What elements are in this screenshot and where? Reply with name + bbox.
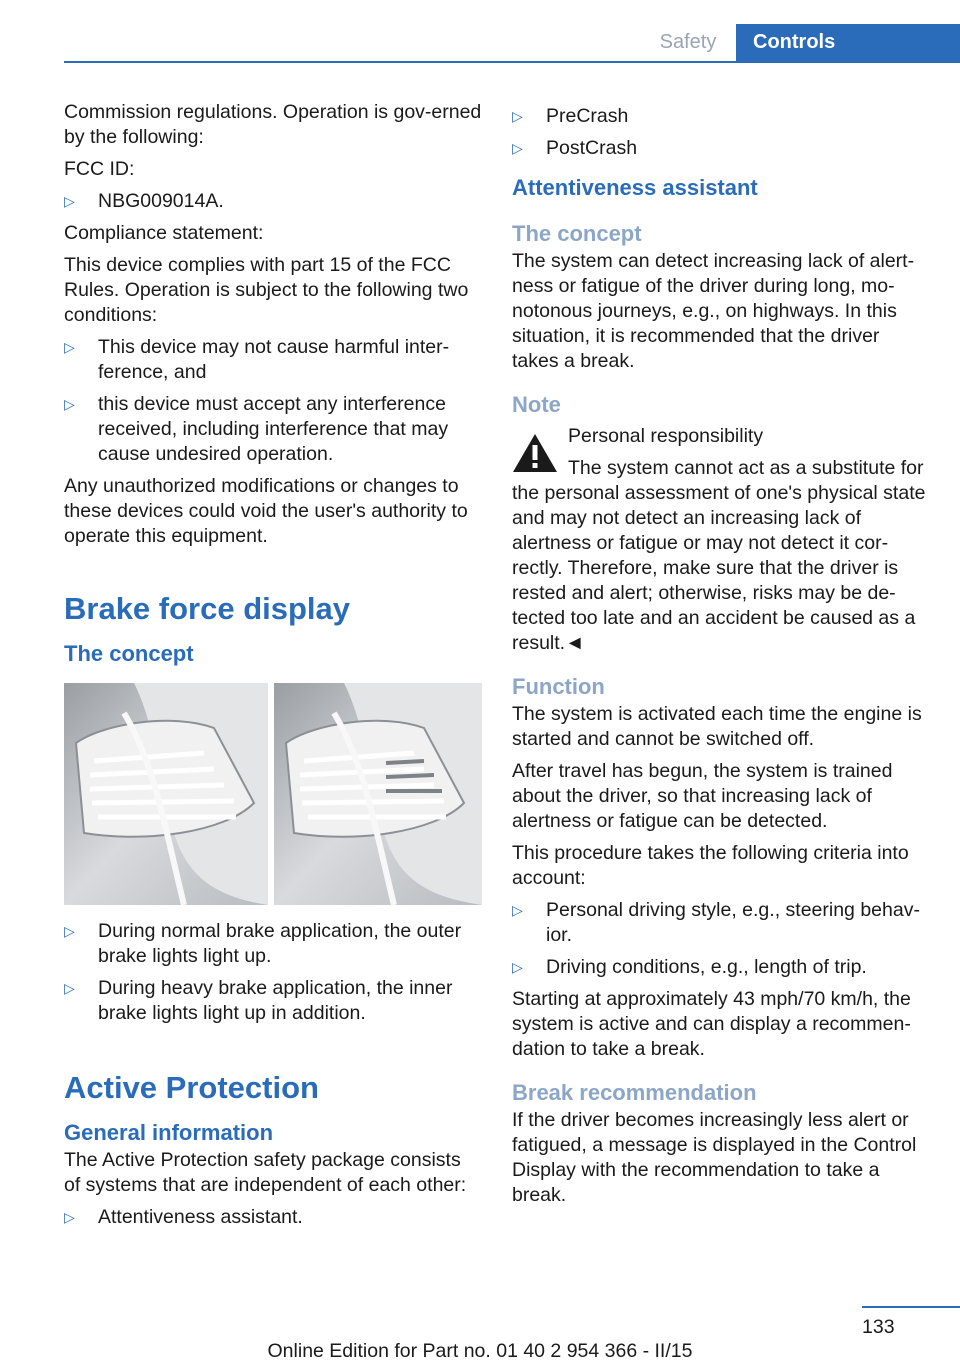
triangle-bullet-icon: ▷: [64, 923, 75, 939]
minor-heading-function: Function: [512, 674, 605, 699]
triangle-bullet-icon: ▷: [64, 980, 75, 996]
list-item: ▷ This device may not cause harmful inter‐ference, and: [64, 336, 450, 383]
warning-text: The system cannot act as a substitute for the personal assessment of one's physical state and may not detect an increasing lack of alertness or fatigue or may not detect it cor‐rectly. Therefore, make sure that the driver is rested and alert; otherwise, risks may be de‐tected too late and an accident be caused as a result.◄: [512, 457, 926, 654]
header-rule: [64, 61, 960, 63]
right-column: [512, 100, 930, 1208]
bullet-list: [64, 335, 482, 467]
list-item: ▷ Driving conditions, e.g., length of trip.: [512, 956, 867, 978]
list-item: ▷ During normal brake application, the outer brake lights light up.: [64, 920, 462, 967]
triangle-bullet-icon: ▷: [512, 140, 523, 156]
minor-heading-the-concept: The concept: [512, 221, 642, 246]
footer-rule: [862, 1306, 960, 1308]
section-tab-safety: Safety: [659, 31, 717, 53]
triangle-bullet-icon: ▷: [512, 959, 523, 975]
triangle-bullet-icon: ▷: [64, 396, 75, 412]
subheading-the-concept: The concept: [64, 641, 194, 666]
bullet-list: [64, 1205, 482, 1230]
bullet-list: [512, 898, 930, 980]
bullet-list: [64, 189, 482, 214]
list-item: ▷ Attentiveness assistant.: [64, 1206, 303, 1228]
subheading-general-information: General information: [64, 1120, 274, 1145]
triangle-bullet-icon: ▷: [512, 902, 523, 918]
bullet-list: [512, 104, 930, 161]
section-heading-active-protection: Active Protection: [64, 1070, 319, 1105]
warning-triangle-icon: [512, 432, 558, 474]
list-item: ▷ Personal driving style, e.g., steering behav‐ior.: [512, 899, 920, 946]
warning-note: [512, 424, 930, 656]
paragraph: Any unauthorized modifications or changes to these devices could void the user's authority to operate this equipment.: [64, 475, 468, 547]
brake-lights-figure: [64, 683, 482, 905]
list-item: ▷ During heavy brake application, the inner brake lights light up in addition.: [64, 977, 453, 1024]
subheading-attentiveness-assistant: Attentiveness assistant: [512, 175, 758, 200]
paragraph: Compliance statement:: [64, 222, 264, 244]
list-item: ▷ this device must accept any interference received, including interference that may cause undesired operation.: [64, 393, 449, 465]
minor-heading-break-recommendation: Break recommendation: [512, 1080, 757, 1105]
section-tab-controls: Controls: [736, 24, 960, 61]
paragraph: The system is activated each time the engine is started and cannot be switched off.: [512, 703, 922, 750]
paragraph: Starting at approximately 43 mph/70 km/h, the system is active and can display a recommen‐dation to take a break.: [512, 988, 911, 1060]
paragraph: This procedure takes the following criteria into account:: [512, 842, 909, 889]
paragraph: The system can detect increasing lack of alert‐ness or fatigue of the driver during long, mo‐notonous journeys, e.g., on highways. In this situation, it is recommended that the driver takes a break.: [512, 250, 915, 372]
paragraph: If the driver becomes increasingly less alert or fatigued, a message is displayed in the Control Display with the recommendation to take a break.: [512, 1109, 917, 1206]
paragraph: Commission regulations. Operation is gov‐erned by the following:: [64, 101, 482, 148]
paragraph: FCC ID:: [64, 158, 135, 180]
minor-heading-note: Note: [512, 392, 561, 417]
triangle-bullet-icon: ▷: [64, 193, 75, 209]
edition-footer: Online Edition for Part no. 01 40 2 954 366 - II/15: [267, 1340, 693, 1362]
list-item: ▷ NBG009014A.: [64, 190, 224, 212]
page-header: [0, 0, 960, 62]
left-column: [64, 100, 482, 1237]
triangle-bullet-icon: ▷: [512, 108, 523, 124]
triangle-bullet-icon: ▷: [64, 339, 75, 355]
paragraph: The Active Protection safety package consists of systems that are independent of each other:: [64, 1149, 467, 1196]
section-heading-brake-force-display: Brake force display: [64, 591, 351, 626]
paragraph: This device complies with part 15 of the FCC Rules. Operation is subject to the following two conditions:: [64, 254, 469, 326]
list-item: ▷ PreCrash: [512, 105, 629, 127]
page-number: 133: [862, 1316, 895, 1338]
list-item: ▷ PostCrash: [512, 137, 638, 159]
tail-light-image-heavy: [274, 683, 482, 905]
bullet-list: [64, 919, 482, 1026]
tail-light-image-normal: [64, 683, 268, 905]
triangle-bullet-icon: ▷: [64, 1209, 75, 1225]
paragraph: After travel has begun, the system is trained about the driver, so that increasing lack of alertness or fatigue can be detected.: [512, 760, 893, 832]
warning-title: Personal responsibility: [568, 425, 764, 447]
